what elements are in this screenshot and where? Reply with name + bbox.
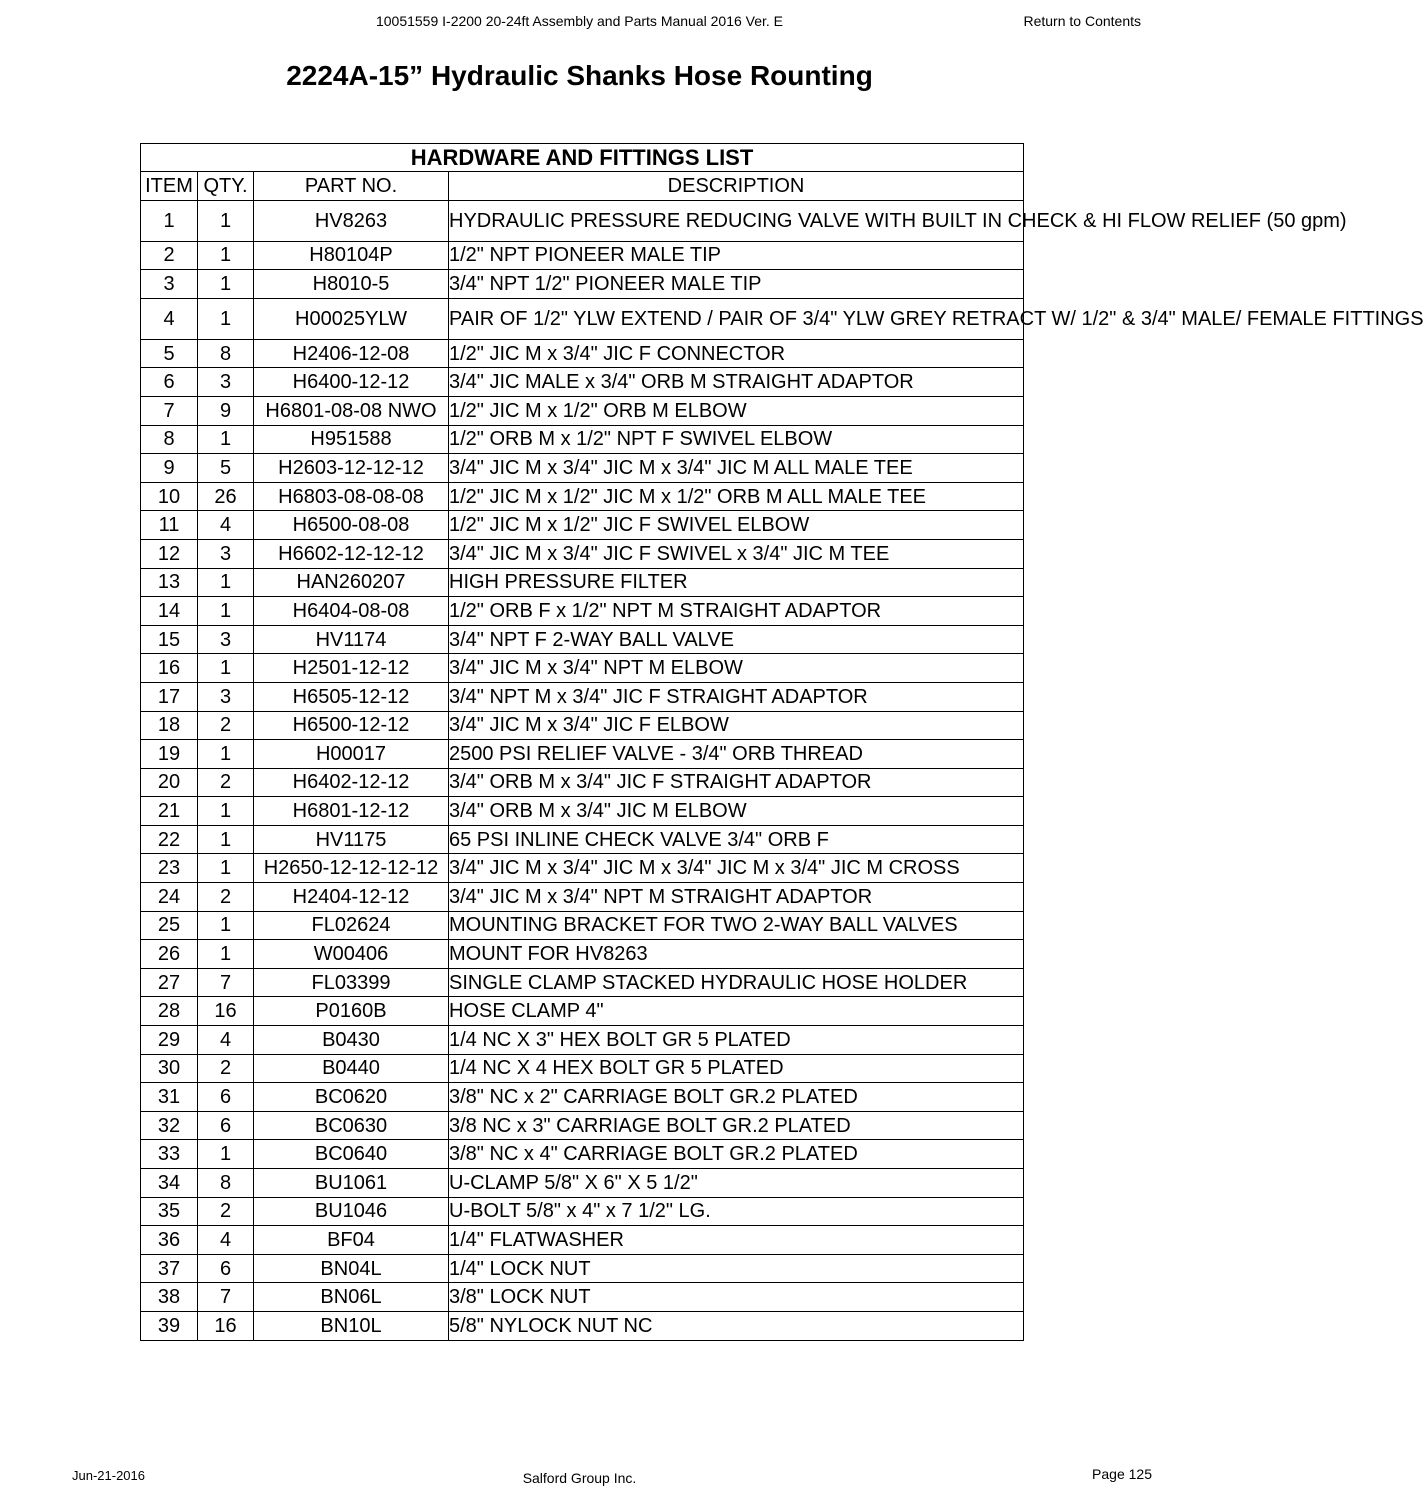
description-cell: 1/2" NPT PIONEER MALE TIP [449,241,1024,270]
part-no-cell: H6500-08-08 [254,511,449,540]
description-cell: 1/4" FLATWASHER [449,1226,1024,1255]
part-no-cell: H2404-12-12 [254,883,449,912]
qty-cell: 1 [198,270,254,299]
item-cell: 39 [141,1311,198,1340]
table-row [141,368,1024,397]
description-cell: 1/4" LOCK NUT [449,1254,1024,1283]
table-row [141,270,1024,299]
description-cell: 3/4" JIC M x 3/4" JIC F SWIVEL x 3/4" JIC M TEE [449,539,1024,568]
item-cell: 11 [141,511,198,540]
document-title: 10051559 I-2200 20-24ft Assembly and Parts Manual 2016 Ver. E [375,13,784,29]
item-cell: 17 [141,682,198,711]
part-no-cell: H6402-12-12 [254,768,449,797]
item-cell: 9 [141,454,198,483]
column-header-qty: QTY. [198,172,254,201]
part-no-cell: H6400-12-12 [254,368,449,397]
item-cell: 37 [141,1254,198,1283]
item-cell: 15 [141,625,198,654]
qty-cell: 7 [198,1283,254,1312]
description-cell: 1/2" ORB F x 1/2" NPT M STRAIGHT ADAPTOR [449,597,1024,626]
part-no-cell: BF04 [254,1226,449,1255]
column-header-description: DESCRIPTION [449,172,1024,201]
description-cell: 1/2" JIC M x 1/2" JIC F SWIVEL ELBOW [449,511,1024,540]
item-cell: 35 [141,1197,198,1226]
qty-cell: 1 [198,1140,254,1169]
table-row [141,396,1024,425]
footer-date: Jun-21-2016 [72,1468,145,1483]
description-cell: 5/8" NYLOCK NUT NC [449,1311,1024,1340]
qty-cell: 4 [198,511,254,540]
description-cell: U-CLAMP 5/8" X 6" X 5 1/2" [449,1169,1024,1198]
qty-cell: 1 [198,940,254,969]
item-cell: 22 [141,825,198,854]
qty-cell: 16 [198,1311,254,1340]
item-cell: 26 [141,940,198,969]
description-cell: SINGLE CLAMP STACKED HYDRAULIC HOSE HOLDER [449,968,1024,997]
item-cell: 2 [141,241,198,270]
item-cell: 38 [141,1283,198,1312]
item-cell: 13 [141,568,198,597]
qty-cell: 6 [198,1111,254,1140]
qty-cell: 1 [198,597,254,626]
qty-cell: 3 [198,539,254,568]
item-cell: 4 [141,298,198,339]
table-row [141,1169,1024,1198]
part-no-cell: H6801-12-12 [254,797,449,826]
item-cell: 31 [141,1083,198,1112]
description-cell: HIGH PRESSURE FILTER [449,568,1024,597]
table-row [141,711,1024,740]
table-row [141,997,1024,1026]
item-cell: 30 [141,1054,198,1083]
item-cell: 12 [141,539,198,568]
part-no-cell: BC0640 [254,1140,449,1169]
description-cell: U-BOLT 5/8" x 4" x 7 1/2" LG. [449,1197,1024,1226]
qty-cell: 8 [198,339,254,368]
qty-cell: 2 [198,883,254,912]
part-no-cell: W00406 [254,940,449,969]
table-row [141,797,1024,826]
footer-company: Salford Group Inc. [522,1470,637,1486]
description-cell: 1/4 NC X 4 HEX BOLT GR 5 PLATED [449,1054,1024,1083]
part-no-cell: H2406-12-08 [254,339,449,368]
part-no-cell: BC0620 [254,1083,449,1112]
qty-cell: 1 [198,200,254,241]
qty-cell: 4 [198,1026,254,1055]
description-cell: 3/4" JIC M x 3/4" NPT M STRAIGHT ADAPTOR [449,883,1024,912]
part-no-cell: H6602-12-12-12 [254,539,449,568]
part-no-cell: BU1061 [254,1169,449,1198]
hardware-fittings-table [140,143,1424,1341]
table-row [141,1026,1024,1055]
page-title: 2224A-15” Hydraulic Shanks Hose Rounting [286,60,873,91]
qty-cell: 1 [198,911,254,940]
column-header-part-no: PART NO. [254,172,449,201]
table-row [141,682,1024,711]
qty-cell: 2 [198,1197,254,1226]
table-row [141,1283,1024,1312]
item-cell: 36 [141,1226,198,1255]
item-cell: 32 [141,1111,198,1140]
description-cell: 3/4" JIC MALE x 3/4" ORB M STRAIGHT ADAPTOR [449,368,1024,397]
item-cell: 5 [141,339,198,368]
part-no-cell: H2501-12-12 [254,654,449,683]
qty-cell: 1 [198,241,254,270]
qty-cell: 1 [198,298,254,339]
description-cell: HOSE CLAMP 4" [449,997,1024,1026]
part-no-cell: FL03399 [254,968,449,997]
item-cell: 7 [141,396,198,425]
description-cell: 65 PSI INLINE CHECK VALVE 3/4" ORB F [449,825,1024,854]
part-no-cell: HV1174 [254,625,449,654]
description-cell: 3/4" NPT 1/2" PIONEER MALE TIP [449,270,1024,299]
item-cell: 33 [141,1140,198,1169]
item-cell: 28 [141,997,198,1026]
table-row [141,768,1024,797]
qty-cell: 2 [198,768,254,797]
qty-cell: 16 [198,997,254,1026]
part-no-cell: H2603-12-12-12 [254,454,449,483]
qty-cell: 9 [198,396,254,425]
part-no-cell: FL02624 [254,911,449,940]
item-cell: 16 [141,654,198,683]
item-cell: 29 [141,1026,198,1055]
description-cell: 2500 PSI RELIEF VALVE - 3/4" ORB THREAD [449,740,1024,769]
table-row [141,425,1024,454]
part-no-cell: BU1046 [254,1197,449,1226]
qty-cell: 3 [198,625,254,654]
description-cell: 3/4" JIC M x 3/4" JIC M x 3/4" JIC M ALL MALE TEE [449,454,1024,483]
item-cell: 25 [141,911,198,940]
part-no-cell: H00017 [254,740,449,769]
description-cell: MOUNT FOR HV8263 [449,940,1024,969]
table-row [141,1197,1024,1226]
part-no-cell: H6404-08-08 [254,597,449,626]
part-no-cell: BC0630 [254,1111,449,1140]
part-no-cell: HV1175 [254,825,449,854]
description-cell: 3/4" JIC M x 3/4" JIC F ELBOW [449,711,1024,740]
part-no-cell: H951588 [254,425,449,454]
table-row [141,968,1024,997]
part-no-cell: H6505-12-12 [254,682,449,711]
qty-cell: 6 [198,1083,254,1112]
description-cell: 1/2" ORB M x 1/2" NPT F SWIVEL ELBOW [449,425,1024,454]
item-cell: 1 [141,200,198,241]
table-row [141,1111,1024,1140]
item-cell: 8 [141,425,198,454]
table-row [141,339,1024,368]
footer-page-number: Page 125 [1092,1466,1152,1482]
table-body [141,200,1424,1340]
description-cell: 1/2" JIC M x 3/4" JIC F CONNECTOR [449,339,1024,368]
qty-cell: 1 [198,854,254,883]
description-cell: 3/4" NPT F 2-WAY BALL VALVE [449,625,1024,654]
item-cell: 10 [141,482,198,511]
qty-cell: 8 [198,1169,254,1198]
table-row [141,625,1024,654]
table-row [141,825,1024,854]
part-no-cell: HV8263 [254,200,449,241]
table-row [141,940,1024,969]
part-no-cell: BN10L [254,1311,449,1340]
table-row [141,200,1024,241]
qty-cell: 26 [198,482,254,511]
table-row [141,511,1024,540]
description-cell: 1/4 NC X 3" HEX BOLT GR 5 PLATED [449,1026,1024,1055]
item-cell: 14 [141,597,198,626]
part-no-cell: BN06L [254,1283,449,1312]
item-cell: 18 [141,711,198,740]
qty-cell: 5 [198,454,254,483]
item-cell: 21 [141,797,198,826]
table-row [141,454,1024,483]
column-header-item: ITEM [141,172,198,201]
description-cell: 3/4" NPT M x 3/4" JIC F STRAIGHT ADAPTOR [449,682,1024,711]
description-cell: 3/4" ORB M x 3/4" JIC M ELBOW [449,797,1024,826]
qty-cell: 1 [198,654,254,683]
description-cell: 1/2" JIC M x 1/2" ORB M ELBOW [449,396,1024,425]
item-cell: 3 [141,270,198,299]
description-cell: 1/2" JIC M x 1/2" JIC M x 1/2" ORB M ALL MALE TEE [449,482,1024,511]
part-no-cell: B0440 [254,1054,449,1083]
table-row [141,597,1024,626]
qty-cell: 3 [198,682,254,711]
description-cell: 3/4" JIC M x 3/4" NPT M ELBOW [449,654,1024,683]
item-cell: 34 [141,1169,198,1198]
qty-cell: 1 [198,568,254,597]
table-row [141,1140,1024,1169]
table-row [141,654,1024,683]
table-row [141,854,1024,883]
table-row [141,298,1024,339]
table-row [141,740,1024,769]
part-no-cell: BN04L [254,1254,449,1283]
qty-cell: 4 [198,1226,254,1255]
part-no-cell: H00025YLW [254,298,449,339]
description-cell: 3/8" NC x 2" CARRIAGE BOLT GR.2 PLATED [449,1083,1024,1112]
qty-cell: 7 [198,968,254,997]
table-row [141,1054,1024,1083]
qty-cell: 2 [198,711,254,740]
table-row [141,482,1024,511]
description-cell: 3/4" JIC M x 3/4" JIC M x 3/4" JIC M x 3/4" JIC M CROSS [449,854,1024,883]
description-cell: 3/8" LOCK NUT [449,1283,1024,1312]
description-cell: 3/8" NC x 4" CARRIAGE BOLT GR.2 PLATED [449,1140,1024,1169]
description-cell: PAIR OF 1/2" YLW EXTEND / PAIR OF 3/4" YLW GREY RETRACT W/ 1/2" & 3/4" MALE/ FEMALE FITTINGS [449,298,1024,339]
qty-cell: 1 [198,740,254,769]
part-no-cell: H2650-12-12-12-12 [254,854,449,883]
table-row [141,568,1024,597]
part-no-cell: P0160B [254,997,449,1026]
qty-cell: 1 [198,425,254,454]
item-cell: 20 [141,768,198,797]
table-row [141,1226,1024,1255]
table-row [141,1083,1024,1112]
part-no-cell: H6801-08-08 NWO [254,396,449,425]
part-no-cell: H6500-12-12 [254,711,449,740]
item-cell: 23 [141,854,198,883]
description-cell: MOUNTING BRACKET FOR TWO 2-WAY BALL VALVES [449,911,1024,940]
table-title: HARDWARE AND FITTINGS LIST [141,144,1024,172]
qty-cell: 1 [198,797,254,826]
qty-cell: 1 [198,825,254,854]
table-row [141,1254,1024,1283]
return-to-contents-link[interactable]: Return to Contents [1023,13,1141,29]
part-no-cell: H6803-08-08-08 [254,482,449,511]
table-row [141,241,1024,270]
item-cell: 27 [141,968,198,997]
table-row [141,911,1024,940]
qty-cell: 6 [198,1254,254,1283]
part-no-cell: HAN260207 [254,568,449,597]
part-no-cell: H80104P [254,241,449,270]
part-no-cell: B0430 [254,1026,449,1055]
description-cell: HYDRAULIC PRESSURE REDUCING VALVE WITH BUILT IN CHECK & HI FLOW RELIEF (50 gpm) [449,200,1024,241]
description-cell: 3/8 NC x 3" CARRIAGE BOLT GR.2 PLATED [449,1111,1024,1140]
qty-cell: 3 [198,368,254,397]
part-no-cell: H8010-5 [254,270,449,299]
table-row [141,1311,1024,1340]
description-cell: 3/4" ORB M x 3/4" JIC F STRAIGHT ADAPTOR [449,768,1024,797]
table-row [141,539,1024,568]
table-row [141,883,1024,912]
item-cell: 24 [141,883,198,912]
qty-cell: 2 [198,1054,254,1083]
item-cell: 19 [141,740,198,769]
item-cell: 6 [141,368,198,397]
